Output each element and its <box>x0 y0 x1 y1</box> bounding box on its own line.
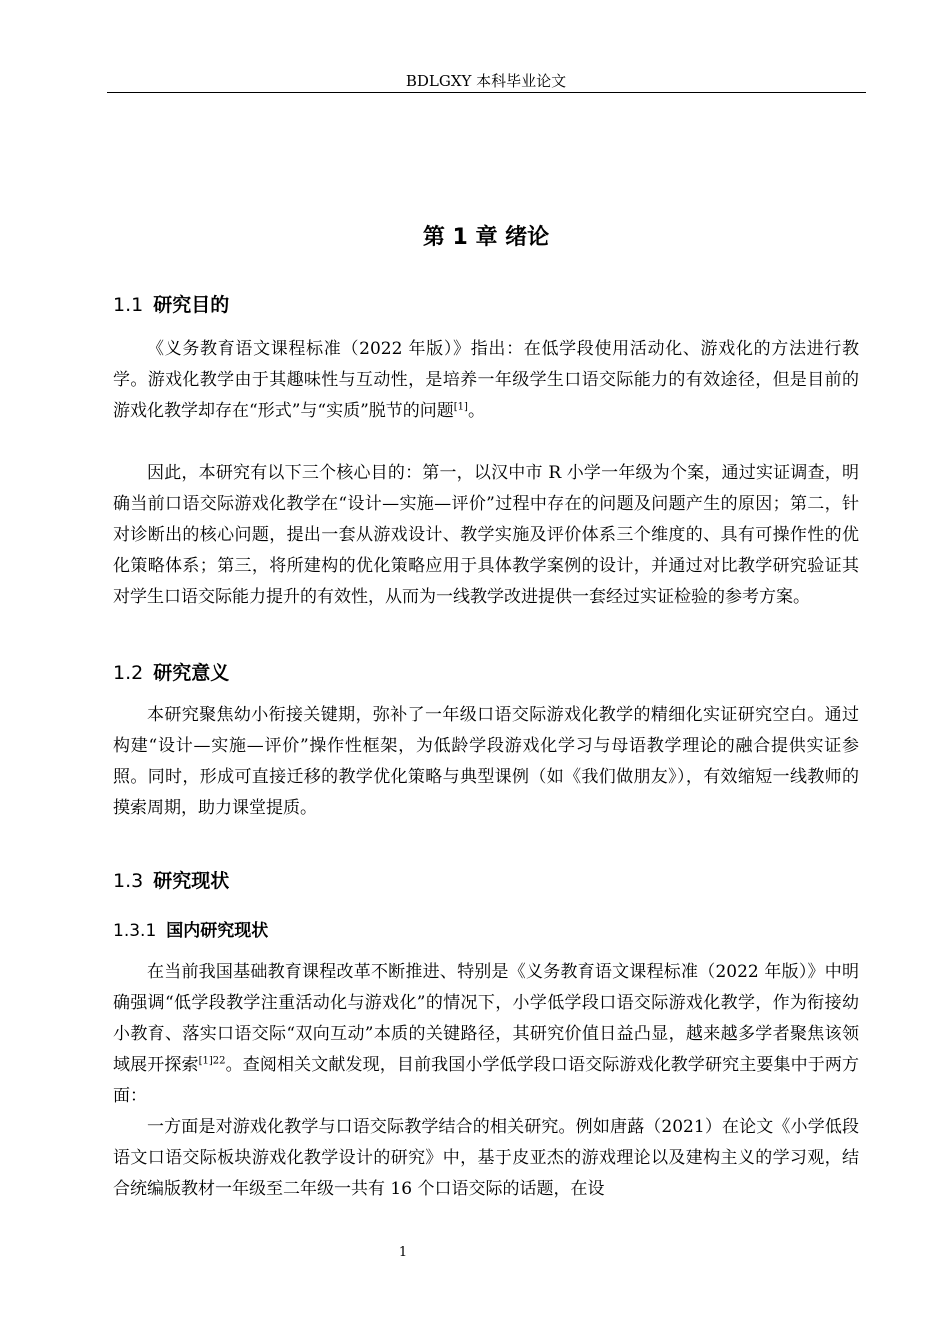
paragraph-purpose-2 <box>113 458 859 613</box>
subsection-number: 1.3.1 <box>113 921 157 941</box>
section-number: 1.1 <box>113 294 144 316</box>
section-heading-1-2 <box>113 661 229 685</box>
paragraph-domestic-2 <box>113 1112 859 1205</box>
paragraph-purpose-1 <box>113 334 859 427</box>
paragraph-text: 在当前我国基础教育课程改革不断推进、特别是《义务教育语文课程标准（2022 年版）》中明确强调“低学段教学注重活动化与游戏化”的情况下，小学低学段口语交际游戏化教学，作为衔接幼小教育、落实口语交际“双向互动”本质的关键路径，其研究价值日益凸显，越来越多学者聚焦该领域展开探索 <box>113 962 859 1075</box>
section-number: 1.3 <box>113 870 144 892</box>
citation: [1]22 <box>198 1055 226 1067</box>
page-number: 1 <box>398 1245 408 1260</box>
subsection-title: 国内研究现状 <box>166 921 269 941</box>
header-rule <box>107 92 866 93</box>
subsection-heading-1-3-1 <box>113 920 268 942</box>
citation: [1] <box>453 401 468 413</box>
paragraph-tail: 。查阅相关文献发现，目前我国小学低学段口语交际游戏化教学研究主要集中于两方面： <box>113 1055 859 1106</box>
paragraph-domestic-1 <box>113 957 859 1112</box>
section-heading-1-3 <box>113 869 229 893</box>
paragraph-significance <box>113 700 859 824</box>
paragraph-text: 《义务教育语文课程标准（2022 年版）》指出：在低学段使用活动化、游戏化的方法进行教学。游戏化教学由于其趣味性与互动性，是培养一年级学生口语交际能力的有效途径，但是目前的游戏化教学却存在“形式”与“实质”脱节的问题 <box>113 339 859 421</box>
section-heading-1-1 <box>113 293 229 317</box>
section-title: 研究目的 <box>153 294 230 316</box>
section-number: 1.2 <box>113 662 144 684</box>
chapter-title: 第 1 章 绪论 <box>422 225 550 250</box>
running-header: BDLGXY 本科毕业论文 <box>405 72 567 90</box>
paragraph-text: 本研究聚焦幼小衔接关键期，弥补了一年级口语交际游戏化教学的精细化实证研究空白。通过构建“设计—实施—评价”操作性框架，为低龄学段游戏化学习与母语教学理论的融合提供实证参照。同时，形成可直接迁移的教学优化策略与典型课例（如《我们做朋友》），有效缩短一线教师的摸索周期，助力课堂提质。 <box>113 705 859 818</box>
paragraph-text: 因此，本研究有以下三个核心目的：第一，以汉中市 R 小学一年级为个案，通过实证调查，明确当前口语交际游戏化教学在“设计—实施—评价”过程中存在的问题及问题产生的原因；第二，针对诊断出的核心问题，提出一套从游戏设计、教学实施及评价体系三个维度的、具有可操作性的优化策略体系；第三，将所建构的优化策略应用于具体教学案例的设计，并通过对比教学研究验证其对学生口语交际能力提升的有效性，从而为一线教学改进提供一套经过实证检验的参考方案。 <box>113 463 859 607</box>
paragraph-tail: 。 <box>467 401 485 421</box>
section-title: 研究意义 <box>153 662 230 684</box>
section-title: 研究现状 <box>153 870 230 892</box>
paragraph-text: 一方面是对游戏化教学与口语交际教学结合的相关研究。例如唐蕗（2021）在论文《小学低段语文口语交际板块游戏化教学设计的研究》中，基于皮亚杰的游戏理论以及建构主义的学习观，结合统编版教材一年级至二年级一共有 16 个口语交际的话题，在设 <box>113 1117 859 1199</box>
